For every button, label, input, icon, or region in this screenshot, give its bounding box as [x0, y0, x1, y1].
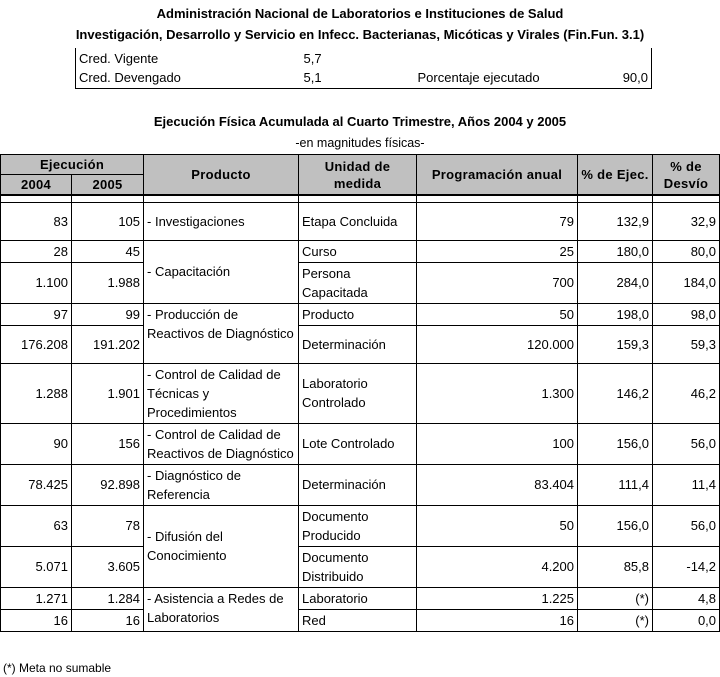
cell-pct-desvio: 80,0 [653, 240, 720, 262]
table-row [1, 262, 720, 303]
cell-2005: 99 [72, 303, 144, 325]
cell-pct-ejec: 132,9 [578, 202, 653, 240]
cell-2004: 97 [1, 303, 72, 325]
cell-2004: 1.271 [1, 587, 72, 609]
col-2005: 2005 [72, 175, 144, 196]
cell-unidad: Curso [299, 240, 417, 262]
table-row [1, 363, 720, 423]
cell-2004: 90 [1, 423, 72, 464]
col-pct-ejec: % de Ejec. [578, 155, 653, 196]
col-unidad: Unidad de medida [299, 155, 417, 196]
execution-table [0, 154, 720, 632]
footnote: (*) Meta no sumable [3, 661, 112, 675]
cell-pct-ejec: 111,4 [578, 464, 653, 505]
cell-programacion: 100 [417, 423, 578, 464]
cell-programacion: 25 [417, 240, 578, 262]
cell-producto: - Control de Calidad de Reactivos de Diagnóstico [144, 423, 299, 464]
credit-porcentaje-label: Porcentaje ejecutado [417, 70, 540, 86]
cell-pct-ejec: 156,0 [578, 505, 653, 546]
cell-programacion: 50 [417, 505, 578, 546]
table-row [1, 423, 720, 464]
cell-producto: - Capacitación [144, 240, 299, 303]
credit-porcentaje-value: 90,0 [622, 70, 648, 86]
col-pct-desvio: % de Desvío [653, 155, 720, 196]
cell-unidad: Red [299, 609, 417, 631]
cell-pct-desvio: 4,8 [653, 587, 720, 609]
cell-programacion: 700 [417, 262, 578, 303]
program-title: Investigación, Desarrollo y Servicio en Infecc. Bacterianas, Micóticas y Virales (Fin.Fun. 3.1) [75, 27, 645, 42]
cell-unidad: Documento Distribuido [299, 546, 417, 587]
cell-producto: - Diagnóstico de Referencia [144, 464, 299, 505]
cell-producto: - Difusión del Conocimiento [144, 505, 299, 587]
cell-pct-ejec: 156,0 [578, 423, 653, 464]
cell-pct-ejec: 159,3 [578, 325, 653, 363]
cell-producto: - Asistencia a Redes de Laboratorios [144, 587, 299, 631]
cell-2005: 1.901 [72, 363, 144, 423]
cell-2004: 16 [1, 609, 72, 631]
cell-2004: 83 [1, 202, 72, 240]
cell-2004: 5.071 [1, 546, 72, 587]
credit-table [75, 48, 652, 89]
cell-unidad: Determinación [299, 464, 417, 505]
cell-2005: 105 [72, 202, 144, 240]
table-row [1, 505, 720, 546]
cell-pct-desvio: 59,3 [653, 325, 720, 363]
cell-programacion: 79 [417, 202, 578, 240]
cell-programacion: 1.300 [417, 363, 578, 423]
col-producto: Producto [144, 155, 299, 196]
cell-programacion: 1.225 [417, 587, 578, 609]
table-row [1, 609, 720, 631]
table-row [1, 202, 720, 240]
cell-producto: - Control de Calidad de Técnicas y Procedimientos [144, 363, 299, 423]
cell-2004: 1.100 [1, 262, 72, 303]
cell-2005: 92.898 [72, 464, 144, 505]
cell-2005: 191.202 [72, 325, 144, 363]
cell-producto: - Investigaciones [144, 202, 299, 240]
cell-2005: 1.284 [72, 587, 144, 609]
cell-2005: 16 [72, 609, 144, 631]
cell-programacion: 50 [417, 303, 578, 325]
cell-unidad: Lote Controlado [299, 423, 417, 464]
cell-programacion: 16 [417, 609, 578, 631]
cell-unidad: Determinación [299, 325, 417, 363]
cell-2004: 176.208 [1, 325, 72, 363]
table-row [1, 546, 720, 587]
col-programacion: Programación anual [417, 155, 578, 196]
section-subtitle: -en magnitudes físicas- [295, 136, 425, 150]
cell-pct-desvio: 98,0 [653, 303, 720, 325]
cell-pct-ejec: 284,0 [578, 262, 653, 303]
cell-pct-ejec: 198,0 [578, 303, 653, 325]
cell-pct-desvio: 32,9 [653, 202, 720, 240]
cell-2004: 63 [1, 505, 72, 546]
cell-2004: 1.288 [1, 363, 72, 423]
credit-devengado-value: 5,1 [303, 70, 322, 86]
cell-pct-desvio: 46,2 [653, 363, 720, 423]
table-row [1, 240, 720, 262]
cell-2005: 3.605 [72, 546, 144, 587]
col-2004: 2004 [1, 175, 72, 196]
cell-programacion: 4.200 [417, 546, 578, 587]
cell-programacion: 83.404 [417, 464, 578, 505]
cell-pct-ejec: 146,2 [578, 363, 653, 423]
cell-pct-ejec: (*) [578, 609, 653, 631]
table-row [1, 464, 720, 505]
cell-programacion: 120.000 [417, 325, 578, 363]
cell-unidad: Persona Capacitada [299, 262, 417, 303]
cell-2005: 1.988 [72, 262, 144, 303]
table-row [1, 587, 720, 609]
credit-vigente-label: Cred. Vigente [79, 50, 159, 66]
cell-pct-ejec: (*) [578, 587, 653, 609]
cell-pct-desvio: 56,0 [653, 423, 720, 464]
cell-2004: 78.425 [1, 464, 72, 505]
section-title: Ejecución Física Acumulada al Cuarto Trimestre, Años 2004 y 2005 [153, 114, 567, 129]
table-row [1, 325, 720, 363]
cell-2005: 156 [72, 423, 144, 464]
credit-vigente-value: 5,7 [303, 50, 322, 66]
cell-unidad: Producto [299, 303, 417, 325]
cell-unidad: Laboratorio Controlado [299, 363, 417, 423]
cell-producto: - Producción de Reactivos de Diagnóstico [144, 303, 299, 363]
cell-pct-desvio: 11,4 [653, 464, 720, 505]
credit-devengado-label: Cred. Devengado [79, 70, 181, 86]
cell-pct-ejec: 85,8 [578, 546, 653, 587]
cell-pct-desvio: 56,0 [653, 505, 720, 546]
cell-2004: 28 [1, 240, 72, 262]
cell-pct-desvio: 0,0 [653, 609, 720, 631]
cell-unidad: Laboratorio [299, 587, 417, 609]
agency-title: Administración Nacional de Laboratorios e Instituciones de Salud [156, 6, 564, 21]
table-row [1, 303, 720, 325]
cell-2005: 45 [72, 240, 144, 262]
cell-pct-desvio: 184,0 [653, 262, 720, 303]
cell-unidad: Documento Producido [299, 505, 417, 546]
cell-2005: 78 [72, 505, 144, 546]
cell-pct-ejec: 180,0 [578, 240, 653, 262]
cell-pct-desvio: -14,2 [653, 546, 720, 587]
cell-unidad: Etapa Concluida [299, 202, 417, 240]
col-ejecucion: Ejecución [1, 155, 144, 175]
